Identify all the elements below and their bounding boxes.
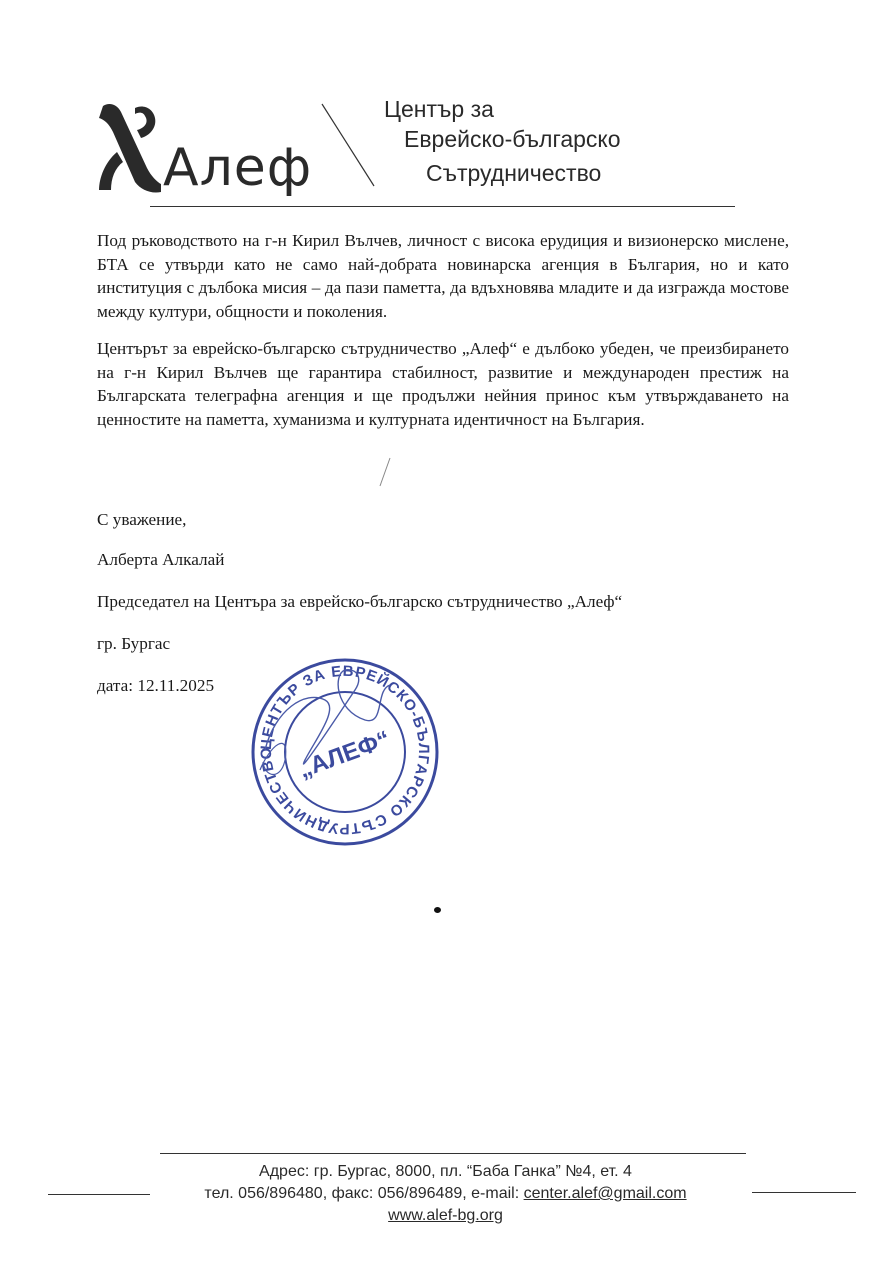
date: дата: 12.11.2025 — [97, 676, 215, 695]
footer-website-link[interactable]: www.alef-bg.org — [388, 1207, 503, 1224]
footer-contacts — [0, 1186, 891, 1202]
logo — [95, 98, 325, 198]
signer-name: Алберта Алкалай — [97, 550, 225, 569]
footer-address: Адрес: гр. Бургас, 8000, пл. “Баба Ганка” №4, ет. 4 — [259, 1163, 632, 1180]
logo-divider-slash — [318, 100, 378, 190]
org-line-1: Център за — [384, 96, 494, 122]
footer-email-link[interactable]: center.alef@gmail.com — [523, 1185, 687, 1202]
stamp-center-text: „АЛЕФ“ — [295, 725, 394, 784]
pen-mark — [374, 456, 394, 490]
header-rule — [150, 206, 735, 207]
official-stamp — [245, 650, 445, 850]
paragraph-1: Под ръководството на г-н Кирил Вълчев, личност с висока ерудиция и визионерско мислене, БТА се утвърди като не само най-добрата новинарска агенция в България, но и като институция с дълбока мисия – да пази паметта, да вдъхновява младите и да изгражда мостове между култури, общности и поколения. — [97, 231, 789, 321]
stamp-ring-text: ЦЕНТЪР ЗА ЕВРЕЙСКО-БЪЛГАРСКО СЪТРУДНИЧЕСТВО — [257, 662, 433, 838]
footer-contacts-prefix: тел. 056/896480, факс: 056/896489, e-mail: — [204, 1185, 524, 1202]
footer-rule — [160, 1153, 746, 1154]
paragraph-2: Центърът за еврейско-българско сътрудничество „Алеф“ е дълбоко убеден, че преизбирането на г-н Кирил Вълчев ще гарантира стабилност, развитие и международен престиж на Българската телеграфна агенция и ще продължи нейния принос към утвърждаването на ценностите на паметта, хуманизма и културната идентичност на България. — [97, 339, 789, 429]
logo-wordmark: Алеф — [163, 138, 313, 198]
city: гр. Бургас — [97, 634, 171, 653]
footer-website — [0, 1208, 891, 1224]
org-line-3: Сътрудничество — [426, 160, 602, 186]
dot-mark — [434, 907, 441, 913]
org-line-2: Еврейско-българско — [404, 126, 621, 152]
aleph-logo-icon — [95, 98, 165, 198]
signer-title: Председател на Центъра за еврейско-българско сътрудничество „Алеф“ — [97, 592, 623, 611]
closing: С уважение, — [97, 510, 187, 529]
